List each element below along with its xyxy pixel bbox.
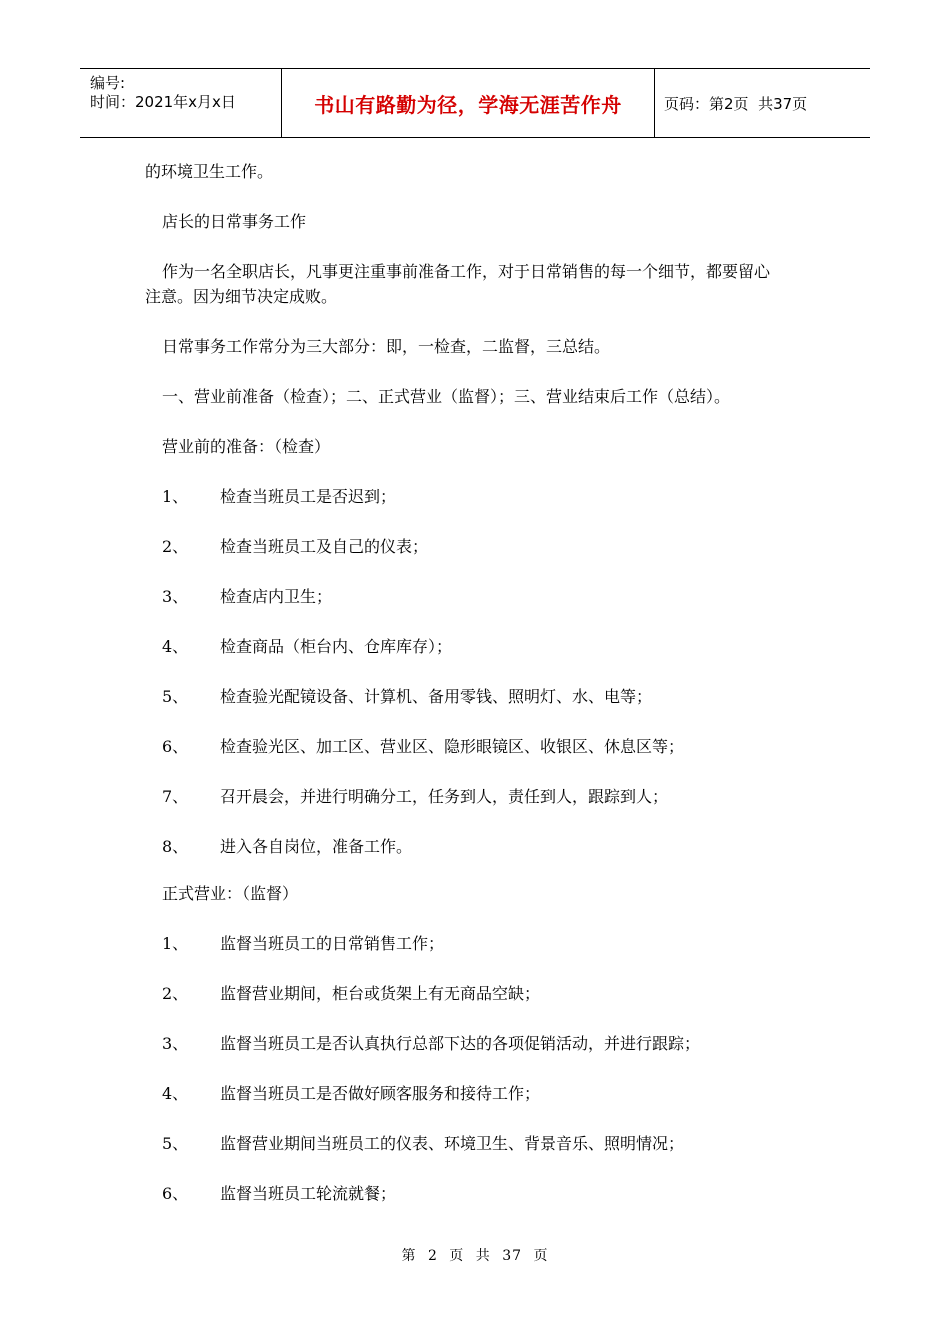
list-item: 进入各自岗位，准备工作。 bbox=[220, 837, 413, 856]
paragraph-three-parts: 日常事务工作常分为三大部分：即，一检查，二监督，三总结。 bbox=[162, 337, 611, 356]
list-item: 监督当班员工轮流就餐； bbox=[220, 1184, 397, 1203]
list-item: 监督营业期间当班员工的仪表、环境卫生、背景音乐、照明情况； bbox=[220, 1134, 685, 1153]
time-label: 时间：2021年x月x日 bbox=[90, 93, 236, 111]
section-heading-daily-affairs: 店长的日常事务工作 bbox=[162, 212, 307, 231]
list-item-number: 8、 bbox=[162, 837, 189, 856]
paragraph-continuation: 的环境卫生工作。 bbox=[145, 162, 274, 181]
list-item: 监督营业期间，柜台或货架上有无商品空缺； bbox=[220, 984, 541, 1003]
list-item: 检查当班员工及自己的仪表； bbox=[220, 537, 429, 556]
header-page-info: 页码：第2页 共37页 bbox=[664, 94, 808, 113]
list-item-number: 7、 bbox=[162, 787, 189, 806]
list-item-number: 2、 bbox=[162, 537, 189, 556]
list-item-number: 5、 bbox=[162, 1134, 189, 1153]
paragraph-three-stages: 一、营业前准备（检查）；二、正式营业（监督）；三、营业结束后工作（总结）。 bbox=[162, 387, 731, 406]
code-label: 编号: bbox=[90, 74, 126, 92]
header-meta-cell bbox=[80, 69, 281, 137]
page-footer: 第 2 页 共 37 页 bbox=[401, 1248, 549, 1264]
list-item: 监督当班员工是否做好顾客服务和接待工作； bbox=[220, 1084, 541, 1103]
list-item: 检查当班员工是否迟到； bbox=[220, 487, 397, 506]
list-item-number: 6、 bbox=[162, 1184, 189, 1203]
page-header bbox=[80, 68, 870, 138]
list-item: 检查商品（柜台内、仓库库存）； bbox=[220, 637, 453, 656]
paragraph-intro-line2: 注意。因为细节决定成败。 bbox=[145, 287, 338, 306]
list-item: 召开晨会，并进行明确分工，任务到人，责任到人，跟踪到人； bbox=[220, 787, 669, 806]
section-title-pre-opening: 营业前的准备：（检查） bbox=[162, 437, 331, 456]
list-item-number: 4、 bbox=[162, 637, 189, 656]
list-item-number: 3、 bbox=[162, 587, 189, 606]
list-item-number: 6、 bbox=[162, 737, 189, 756]
list-item: 检查验光配镜设备、计算机、备用零钱、照明灯、水、电等； bbox=[220, 687, 653, 706]
list-item-number: 2、 bbox=[162, 984, 189, 1003]
list-item-number: 1、 bbox=[162, 934, 189, 953]
list-item: 检查店内卫生； bbox=[220, 587, 333, 606]
header-divider-right bbox=[654, 69, 655, 137]
header-motto: 书山有路勤为径，学海无涯苦作舟 bbox=[314, 92, 622, 117]
list-item-number: 1、 bbox=[162, 487, 189, 506]
paragraph-intro-line1: 作为一名全职店长，凡事更注重事前准备工作，对于日常销售的每一个细节，都要留心 bbox=[162, 262, 771, 281]
list-item-number: 5、 bbox=[162, 687, 189, 706]
list-item: 监督当班员工的日常销售工作； bbox=[220, 934, 445, 953]
section-title-business-hours: 正式营业：（监督） bbox=[162, 884, 299, 903]
list-item-number: 4、 bbox=[162, 1084, 189, 1103]
list-item: 检查验光区、加工区、营业区、隐形眼镜区、收银区、休息区等； bbox=[220, 737, 685, 756]
list-item-number: 3、 bbox=[162, 1034, 189, 1053]
list-item: 监督当班员工是否认真执行总部下达的各项促销活动，并进行跟踪； bbox=[220, 1034, 701, 1053]
